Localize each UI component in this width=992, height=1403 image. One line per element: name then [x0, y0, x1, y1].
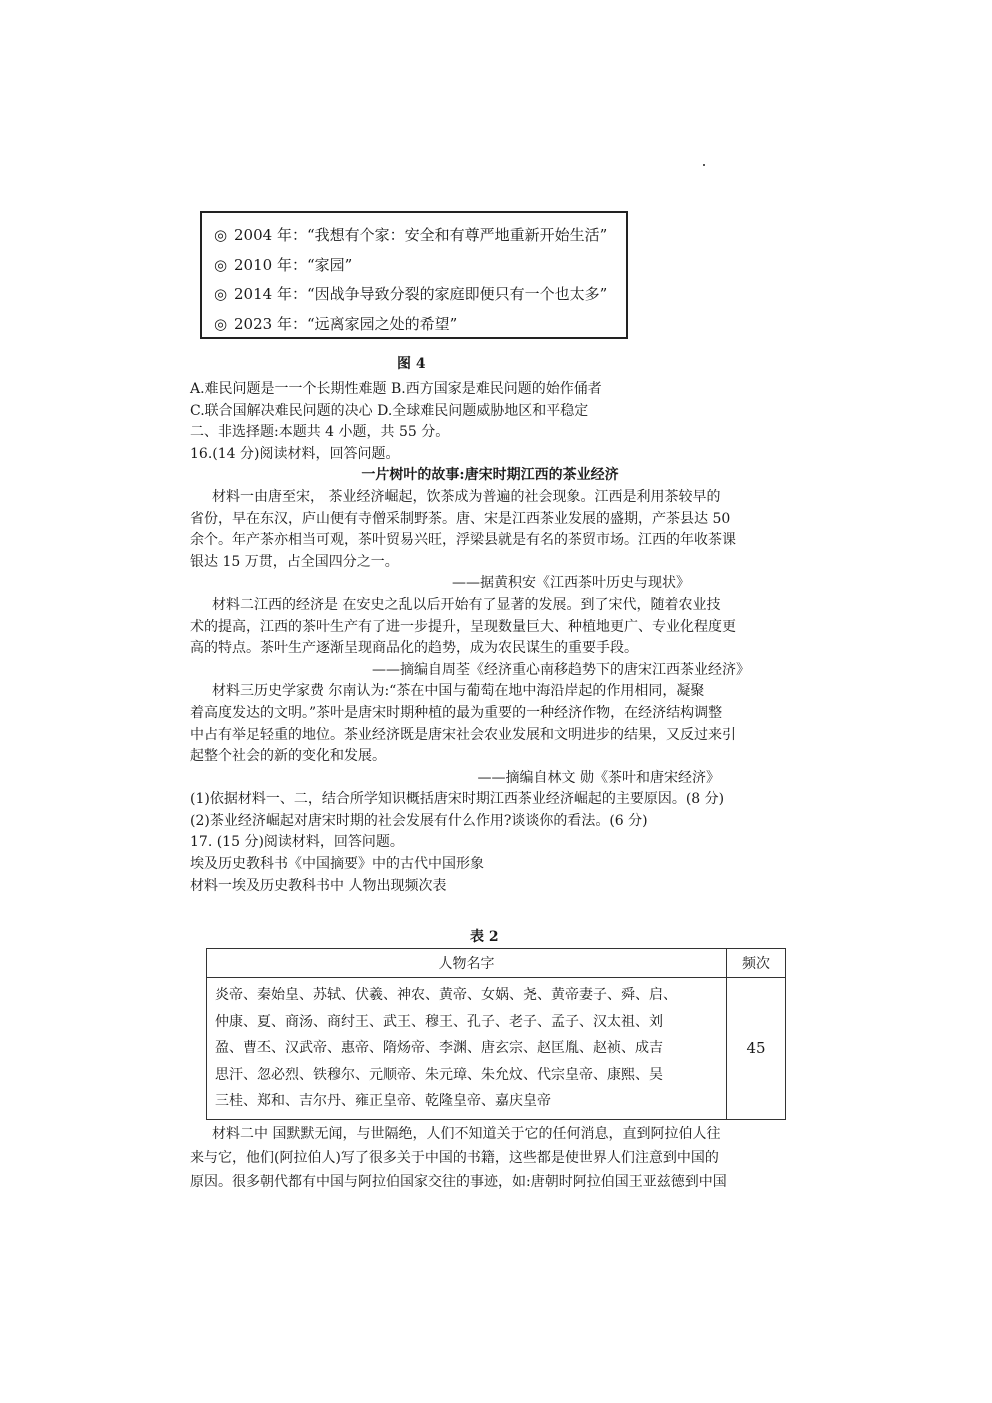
material-line: 材料二中 国默默无闻，与世隔绝，人们不知道关于它的任何消息，直到阿拉伯人往	[212, 1126, 721, 1142]
header-names: 人物名字	[207, 949, 727, 978]
material-line: 着高度发达的文明。”茶叶是唐宋时期种植的最为重要的一种经济作物，在经济结构调整	[190, 704, 723, 721]
option-line: A.难民问题是一一个长期性难题 B.西方国家是难民问题的始作俑者	[190, 381, 602, 397]
names-line: 三桂、郑和、吉尔丹、雍正皇帝、乾隆皇帝、嘉庆皇帝	[215, 1093, 551, 1109]
question-17-heading: 17. (15 分)阅读材料，回答问题。	[190, 834, 404, 851]
frequency-table	[206, 948, 786, 1120]
count-cell: 45	[727, 978, 786, 1120]
question-body	[190, 379, 790, 897]
figure-row	[214, 221, 626, 251]
names-line: 盈、曹丕、汉武帝、惠帝、隋炀帝、李渊、唐玄宗、赵匡胤、赵祯、成吉	[215, 1040, 663, 1056]
material-line: 材料一由唐至宋， 茶业经济崛起，饮茶成为普遍的社会现象。江西是利用茶较早的	[212, 488, 721, 505]
figure-4-box	[200, 211, 628, 339]
material-line: 余个。年产茶亦相当可观，茶叶贸易兴旺，浮梁县就是有名的茶贸市场。江西的年收茶课	[190, 532, 736, 549]
section-heading: 二、非选择题:本题共 4 小题，共 55 分。	[190, 424, 450, 441]
scan-speck	[703, 164, 705, 166]
material-line: 原因。很多朝代都有中国与阿拉伯国家交往的事迹，如:唐朝时阿拉伯国王亚兹德到中国	[190, 1174, 727, 1190]
figure-row	[214, 251, 626, 281]
bullet-icon: ◎	[214, 255, 228, 274]
table-caption: 表 2	[470, 929, 499, 945]
figure-row-text: 2014 年：“因战争导致分裂的家庭即便只有一个也太多”	[234, 285, 608, 303]
source-citation: ——摘编自林文 勋《茶叶和唐宋经济》	[477, 769, 720, 786]
source-citation: ——据黄积安《江西茶叶历史与现状》	[452, 575, 690, 592]
figure-row-text: 2023 年：“远离家园之处的希望”	[234, 314, 458, 333]
names-cell	[207, 978, 727, 1120]
source-citation: ——摘编自周荃《经济重心南移趋势下的唐宋江西茶业经济》	[372, 661, 750, 678]
material-line: 材料三历史学家费 尔南认为:“茶在中国与葡萄在地中海沿岸起的作用相同，凝聚	[212, 683, 705, 700]
figure-row-text: 2010 年：“家园”	[234, 255, 353, 274]
sub-question: (2)茶业经济崛起对唐宋时期的社会发展有什么作用?谈谈你的看法。(6 分)	[190, 812, 648, 829]
question-16-heading: 16.(14 分)阅读材料，回答问题。	[190, 445, 400, 462]
bullet-icon: ◎	[214, 314, 228, 333]
names-line: 思汗、忽必烈、铁穆尔、元顺帝、朱元璋、朱允炆、代宗皇帝、康熙、吴	[215, 1066, 663, 1083]
table-header-row	[207, 949, 786, 978]
material-line: 银达 15 万贯，占全国四分之一。	[190, 553, 399, 570]
option-line: C.联合国解决难民问题的决心 D.全球难民问题威胁地区和平稳定	[190, 402, 589, 419]
sub-question: (1)依据材料一、二，结合所学知识概括唐宋时期江西茶业经济崛起的主要原因。(8 分)	[190, 791, 725, 808]
question-17-material-2	[190, 1122, 790, 1194]
bullet-icon: ◎	[214, 285, 228, 303]
material-line: 高的特点。茶叶生产逐渐呈现商品化的趋势，成为农民谋生的重要手段。	[190, 640, 638, 657]
names-line: 炎帝、秦始皇、苏轼、伏羲、神农、黄帝、女娲、尧、黄帝妻子、舜、启、	[215, 987, 677, 1003]
material-line: 材料二江西的经济是 在安史之乱以后开始有了显著的发展。到了宋代，随着农业技	[212, 596, 721, 613]
material-line: 中占有举足轻重的地位。茶业经济既是唐宋社会农业发展和文明进步的结果，又反过来引	[190, 726, 736, 743]
material-line: 省份，早在东汉，庐山便有寺僧采制野茶。唐、宋是江西茶业发展的盛期，产茶县达 50	[190, 510, 731, 527]
material-line: 术的提高，江西的茶叶生产有了进一步提升，呈现数量巨大、种植地更广、专业化程度更	[190, 618, 736, 635]
figure-row	[214, 310, 626, 340]
question-17-title: 埃及历史教科书《中国摘要》中的古代中国形象	[190, 856, 484, 873]
material-line: 材料一埃及历史教科书中 人物出现频次表	[190, 877, 447, 894]
bullet-icon: ◎	[214, 226, 228, 244]
figure-row-text: 2004 年：“我想有个家：安全和有尊严地重新开始生活”	[234, 226, 608, 244]
material-line: 来与它，他们(阿拉伯人)写了很多关于中国的书籍，这些都是使世界人们注意到中国的	[190, 1150, 719, 1166]
question-16-title: 一片树叶的故事:唐宋时期江西的茶业经济	[361, 467, 619, 484]
header-count: 频次	[727, 949, 786, 978]
material-line: 起整个社会的新的变化和发展。	[190, 748, 386, 765]
figure-caption: 图 4	[397, 356, 426, 372]
figure-row	[214, 280, 626, 310]
names-line: 仲康、夏、商汤、商纣王、武王、穆王、孔子、老子、孟子、汉太祖、刘	[215, 1013, 663, 1030]
table-row	[207, 978, 786, 1120]
